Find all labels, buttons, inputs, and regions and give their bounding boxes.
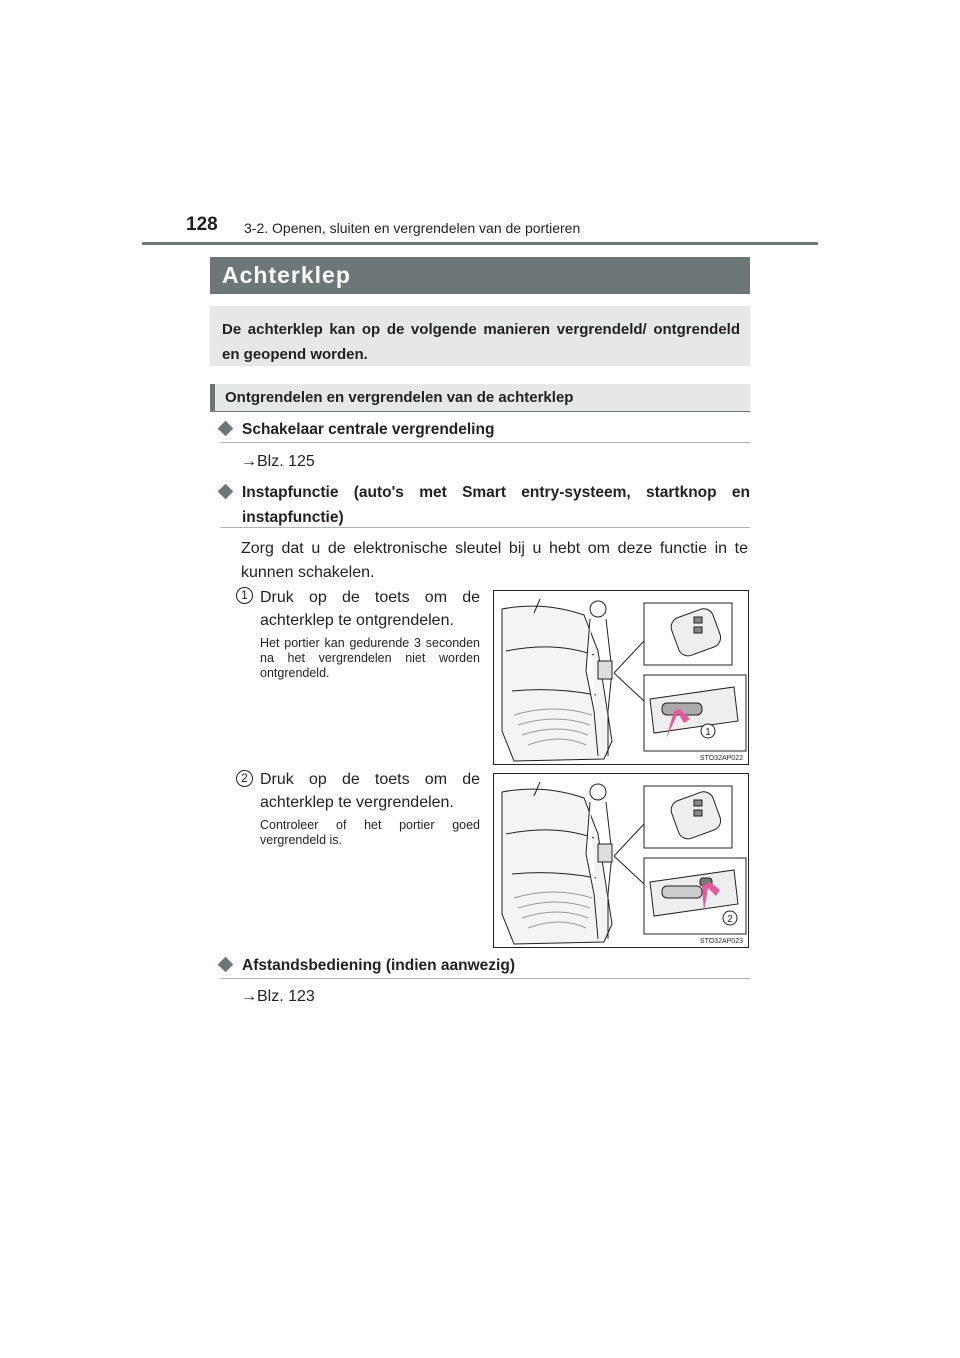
lock-illustration — [494, 774, 749, 948]
step-2-note: Controleer of het portier goed vergrendeld is. — [260, 818, 480, 847]
section-title-bar — [210, 257, 750, 294]
step-1-note: Het portier kan gedurende 3 seconden na het vergrendelen niet worden ontgrendeld. — [260, 636, 480, 680]
page-reference: →Blz. 125 — [241, 453, 315, 470]
subsection-title: Ontgrendelen en vergrendelen van de achterklep — [225, 389, 574, 406]
running-head: 3-2. Openen, sluiten en vergrendelen van de portieren — [244, 220, 581, 236]
subsection-rule — [210, 411, 750, 412]
diamond-bullet-icon — [218, 421, 234, 437]
subsection-bar — [210, 384, 750, 412]
intro-text: De achterklep kan op de volgende manieren vergrendeld/ ontgrendeld en geopend worden. — [222, 321, 740, 363]
intro-box — [210, 306, 750, 366]
page-reference: →Blz. 123 — [241, 988, 315, 1005]
step-2-text: Druk op de toets om de achterklep te vergrendelen. — [260, 771, 480, 811]
step-number-1: 1 — [236, 587, 253, 604]
step-1-text: Druk op de toets om de achterklep te ontgrendelen. — [260, 589, 480, 629]
unlock-illustration — [494, 591, 749, 765]
figure-code: STO32AP023 — [699, 938, 743, 945]
figure-code: STO32AP022 — [699, 755, 743, 762]
item-rule — [220, 527, 750, 528]
figure-lock-illustration — [493, 773, 749, 948]
item-description: Zorg dat u de elektronische sleutel bij u hebt om deze functie in te kunnen schakelen. — [241, 540, 748, 581]
header-rule — [142, 242, 818, 245]
callout-2: 2 — [727, 914, 733, 925]
item-rule — [220, 978, 750, 979]
step-number-2: 2 — [236, 770, 253, 787]
figure-unlock-illustration — [493, 590, 749, 765]
item-rule — [220, 442, 750, 443]
callout-1: 1 — [705, 727, 711, 738]
page-number: 128 — [186, 214, 218, 235]
diamond-bullet-icon — [218, 957, 234, 973]
diamond-bullet-icon — [218, 484, 234, 500]
section-title: Achterklep — [222, 262, 351, 288]
